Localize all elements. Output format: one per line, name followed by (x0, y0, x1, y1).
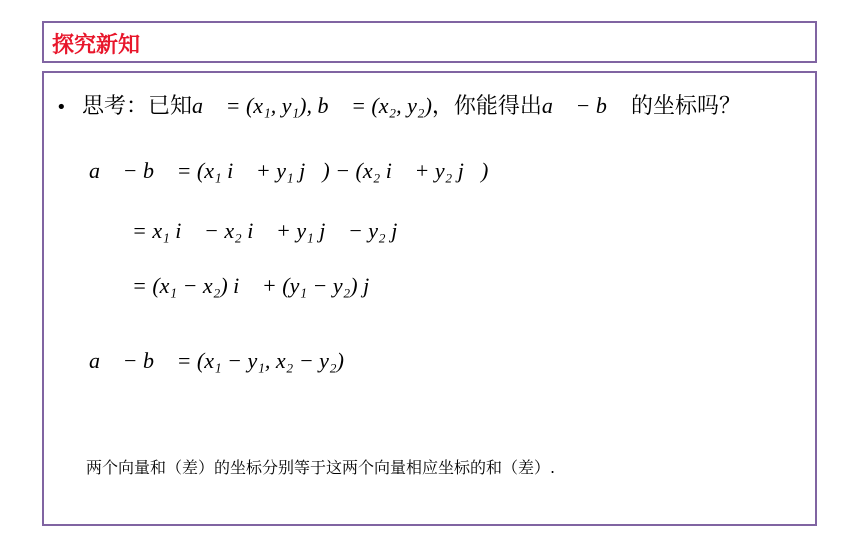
equation-3: = (x₁ − x₂) i⃗ + (y₁ − y₂) j⃗ (132, 273, 387, 298)
question-math-2: a⃗ − b⃗ (541, 93, 624, 118)
bullet-icon: • (56, 97, 67, 118)
equation-1: a⃗ − b⃗ = (x₁ i⃗ + y₁ j⃗) − (x₂ i⃗ + y₂ j⃗) (89, 158, 489, 183)
question-math: a⃗ = (x₁, y₁), b⃗ = (x₂, y₂) (192, 93, 432, 118)
question-suffix: 的坐标吗？ (623, 94, 741, 119)
equation-4: a⃗ − b⃗ = (x₁ − y₁, x₂ − y₂) (89, 348, 344, 373)
title-banner (42, 21, 817, 63)
content-panel (42, 71, 817, 526)
page-title: 探究新知 (52, 33, 141, 58)
question-line (56, 89, 741, 120)
question-prefix: 思考：已知 (82, 94, 193, 119)
question-mid: ，你能得出 (431, 94, 542, 119)
equation-2: = x₁ i⃗ − x₂ i⃗ + y₁ j⃗ − y₂ j⃗ (132, 218, 415, 243)
conclusion-text: 两个向量和（差）的坐标分别等于这两个向量相应坐标的和（差）. (86, 458, 556, 477)
